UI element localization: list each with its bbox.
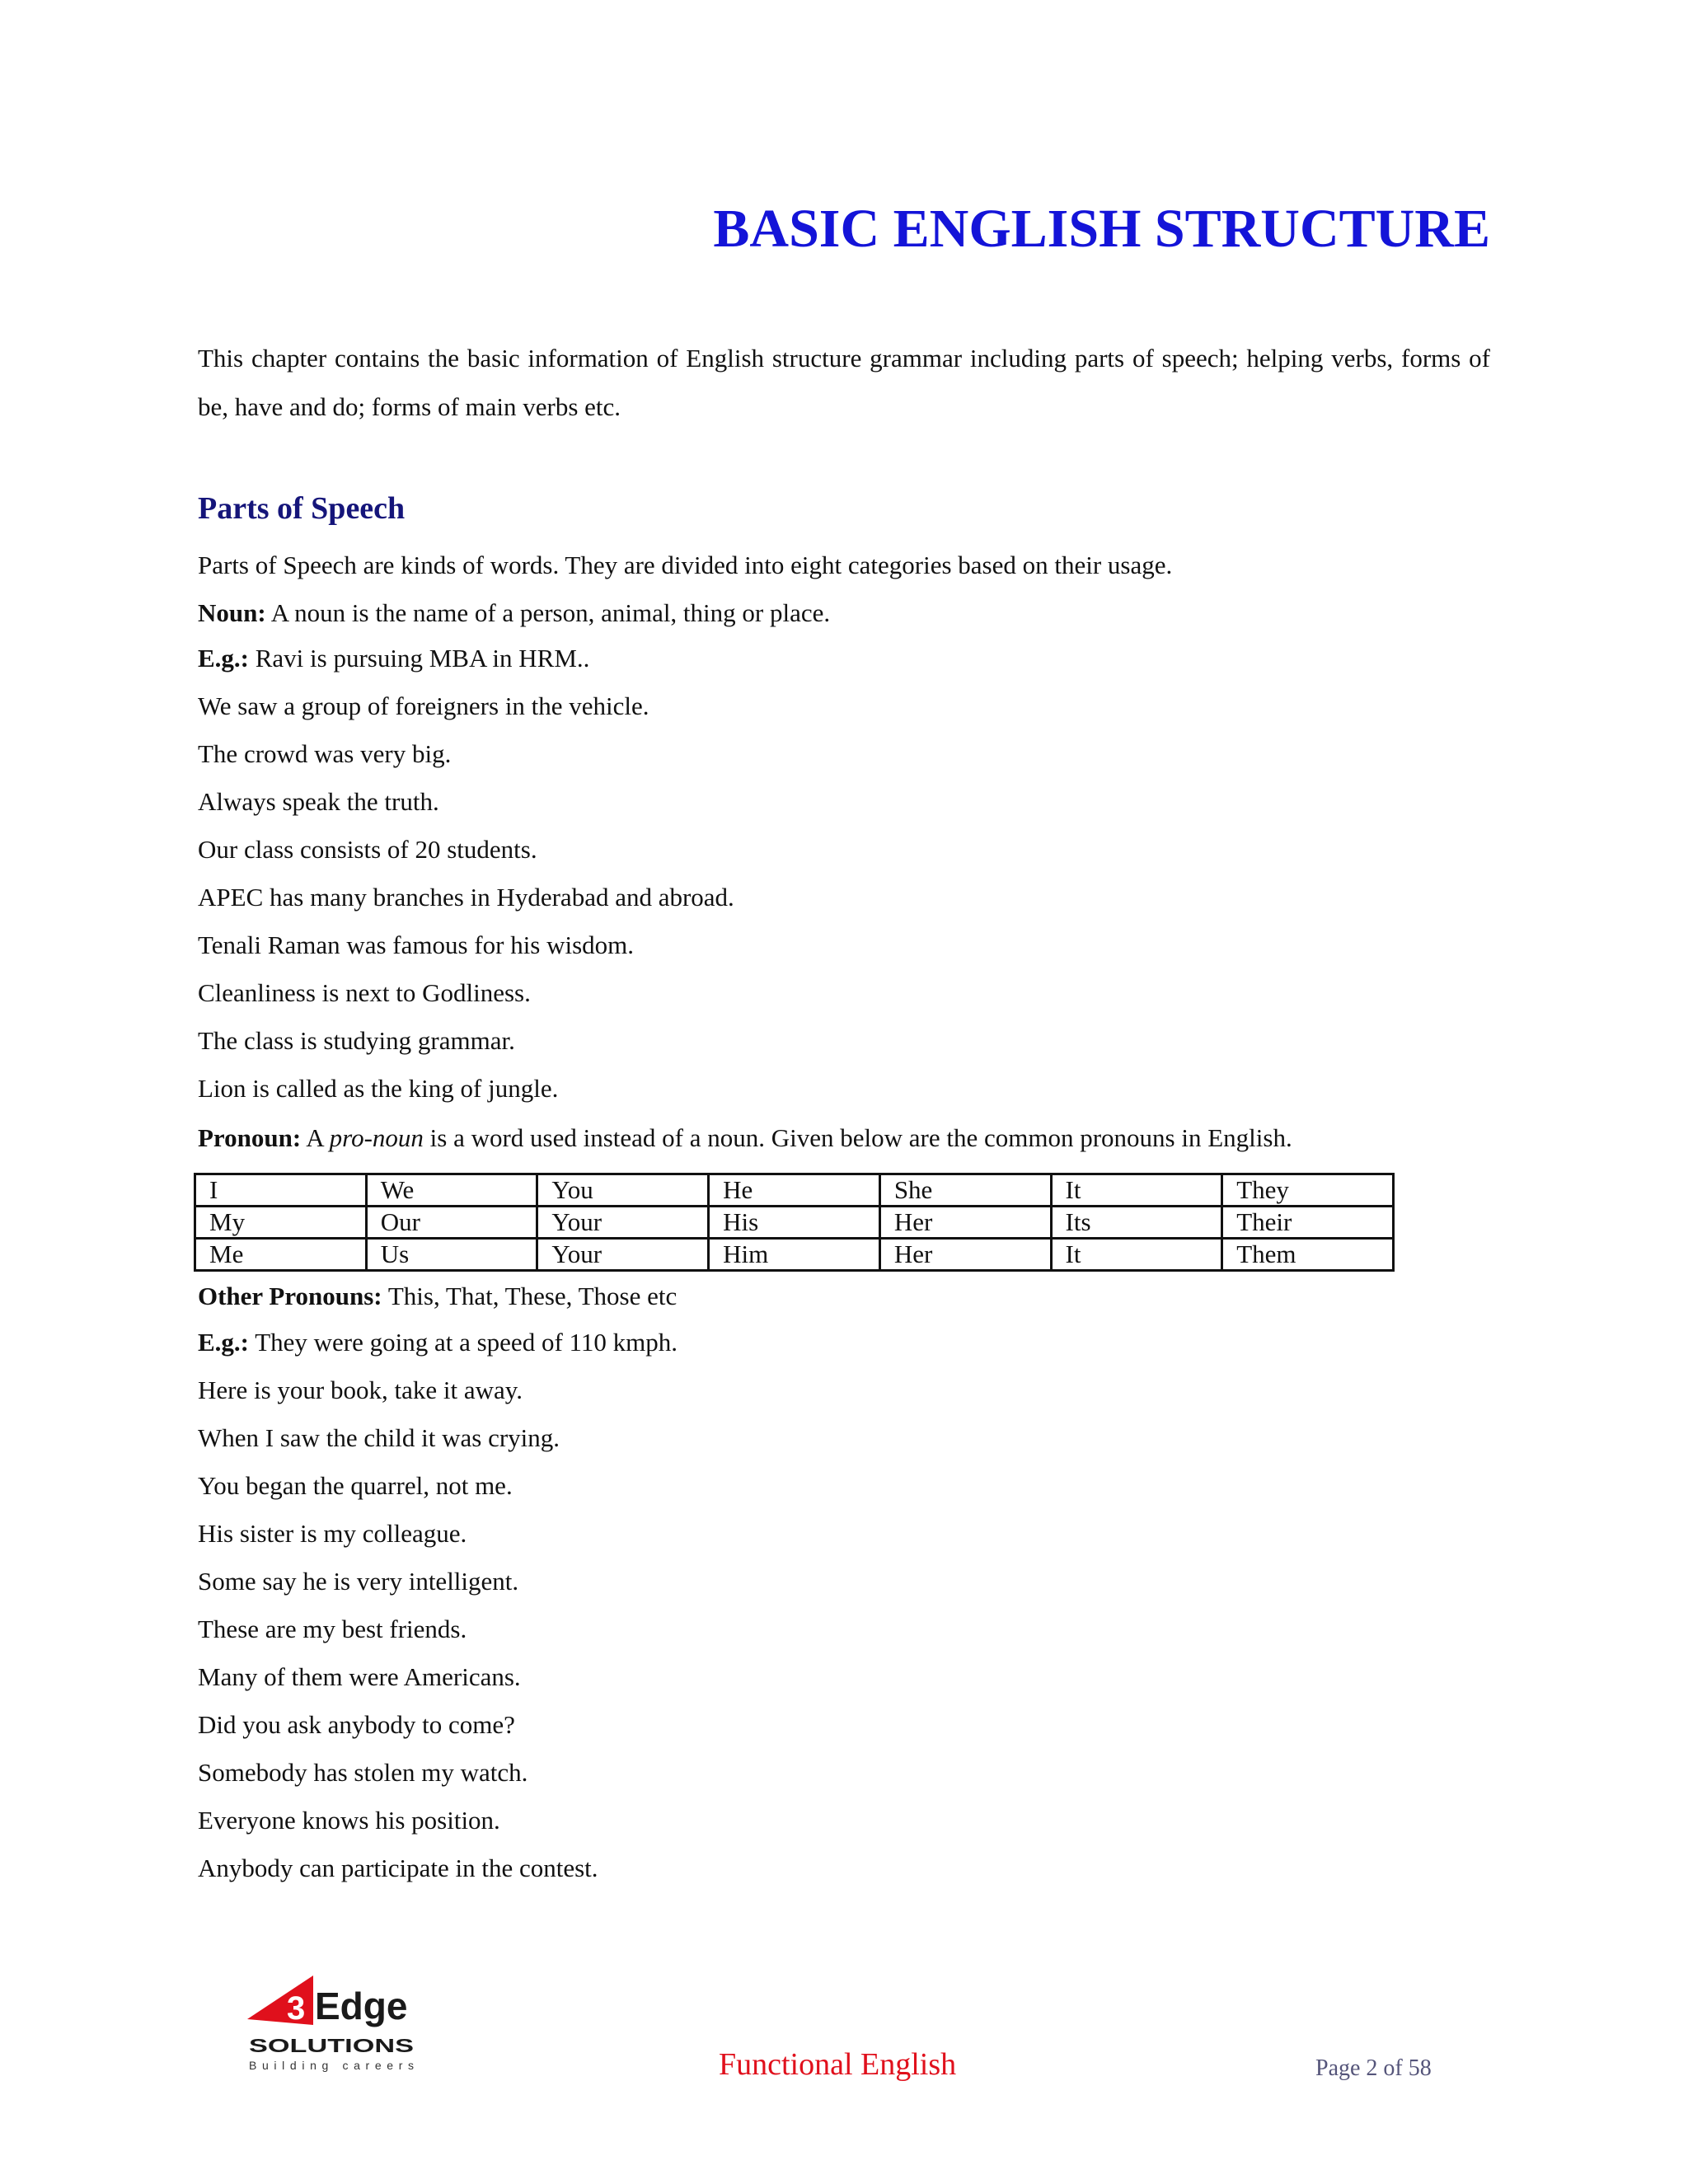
table-cell: Its (1051, 1207, 1222, 1239)
logo-number: 3 (287, 1990, 306, 2027)
table-cell: Your (537, 1239, 709, 1271)
table-cell: Her (879, 1207, 1051, 1239)
eg-label: E.g.: (198, 1328, 249, 1357)
list-item: We saw a group of foreigners in the vehicle. (198, 691, 649, 720)
list-item: Some say he is very intelligent. (198, 1567, 519, 1596)
table-cell: We (366, 1174, 537, 1207)
logo-word: Edge (315, 1985, 408, 2027)
other-pronouns-label: Other Pronouns: (198, 1282, 382, 1310)
noun-definition (198, 598, 830, 628)
list-item: The crowd was very big. (198, 739, 452, 768)
table-row (195, 1174, 1394, 1207)
list-item: His sister is my colleague. (198, 1519, 467, 1548)
list-item: Somebody has stolen my watch. (198, 1758, 528, 1787)
list-item: Lion is called as the king of jungle. (198, 1074, 559, 1103)
list-item: Cleanliness is next to Godliness. (198, 978, 531, 1007)
logo-tagline: Building careers (249, 2059, 414, 2072)
table-row (195, 1239, 1394, 1271)
list-item: Tenali Raman was famous for his wisdom. (198, 930, 635, 959)
list-item: When I saw the child it was crying. (198, 1423, 560, 1452)
pronoun-table (194, 1173, 1395, 1272)
table-cell: It (1051, 1239, 1222, 1271)
list-item: You began the quarrel, not me. (198, 1471, 513, 1500)
table-cell: My (195, 1207, 367, 1239)
table-cell: Us (366, 1239, 537, 1271)
pronoun-examples-list (198, 1319, 678, 1892)
table-cell: You (537, 1174, 709, 1207)
table-cell: I (195, 1174, 367, 1207)
table-cell: Your (537, 1207, 709, 1239)
list-item: E.g.: Ravi is pursuing MBA in HRM.. (198, 644, 590, 673)
table-cell: They (1222, 1174, 1394, 1207)
intro-paragraph: This chapter contains the basic information of English structure grammar including parts of speech; helping verbs, forms of be, have and do; forms of main verbs etc. (198, 344, 1490, 421)
list-item: Everyone knows his position. (198, 1806, 500, 1835)
parts-of-speech-definition: Parts of Speech are kinds of words. They are divided into eight categories based on their usage. (198, 551, 1173, 579)
page-title: BASIC ENGLISH STRUCTURE (713, 199, 1490, 259)
noun-examples-list (198, 635, 734, 1113)
table-cell: Their (1222, 1207, 1394, 1239)
list-item: Many of them were Americans. (198, 1662, 521, 1691)
pronoun-italic: pro-noun (329, 1123, 424, 1152)
table-cell: Them (1222, 1239, 1394, 1271)
noun-label: Noun: (198, 598, 266, 627)
eg-label: E.g.: (198, 644, 249, 673)
page-number: Page 2 of 58 (1315, 2055, 1432, 2081)
list-item: APEC has many branches in Hyderabad and abroad. (198, 883, 734, 912)
list-item: Did you ask anybody to come? (198, 1710, 515, 1739)
table-cell: He (709, 1174, 880, 1207)
list-item: The class is studying grammar. (198, 1026, 515, 1055)
table-cell: She (879, 1174, 1051, 1207)
list-item: Always speak the truth. (198, 787, 439, 816)
table-cell: Our (366, 1207, 537, 1239)
pronoun-definition: Pronoun: A pro-noun is a word used instead of a noun. Given below are the common pronouns in English. (198, 1123, 1292, 1152)
list-item: Here is your book, take it away. (198, 1376, 523, 1404)
table-row (195, 1207, 1394, 1239)
section-heading-parts-of-speech: Parts of Speech (198, 491, 406, 526)
footer-title: Functional English (719, 2047, 957, 2082)
logo-sub: SOLUTIONS (249, 2035, 414, 2056)
list-item: Anybody can participate in the contest. (198, 1854, 598, 1882)
table-cell: Me (195, 1239, 367, 1271)
table-cell: Her (879, 1239, 1051, 1271)
company-logo (247, 1974, 420, 2081)
table-cell: It (1051, 1174, 1222, 1207)
pronoun-label: Pronoun: (198, 1123, 302, 1152)
list-item: E.g.: They were going at a speed of 110 kmph. (198, 1328, 678, 1357)
noun-text: A noun is the name of a person, animal, thing or place. (265, 598, 831, 627)
table-cell: Him (709, 1239, 880, 1271)
list-item: Our class consists of 20 students. (198, 835, 537, 864)
list-item: These are my best friends. (198, 1615, 467, 1643)
other-pronouns: Other Pronouns: This, That, These, Those etc (198, 1282, 678, 1310)
table-cell: His (709, 1207, 880, 1239)
